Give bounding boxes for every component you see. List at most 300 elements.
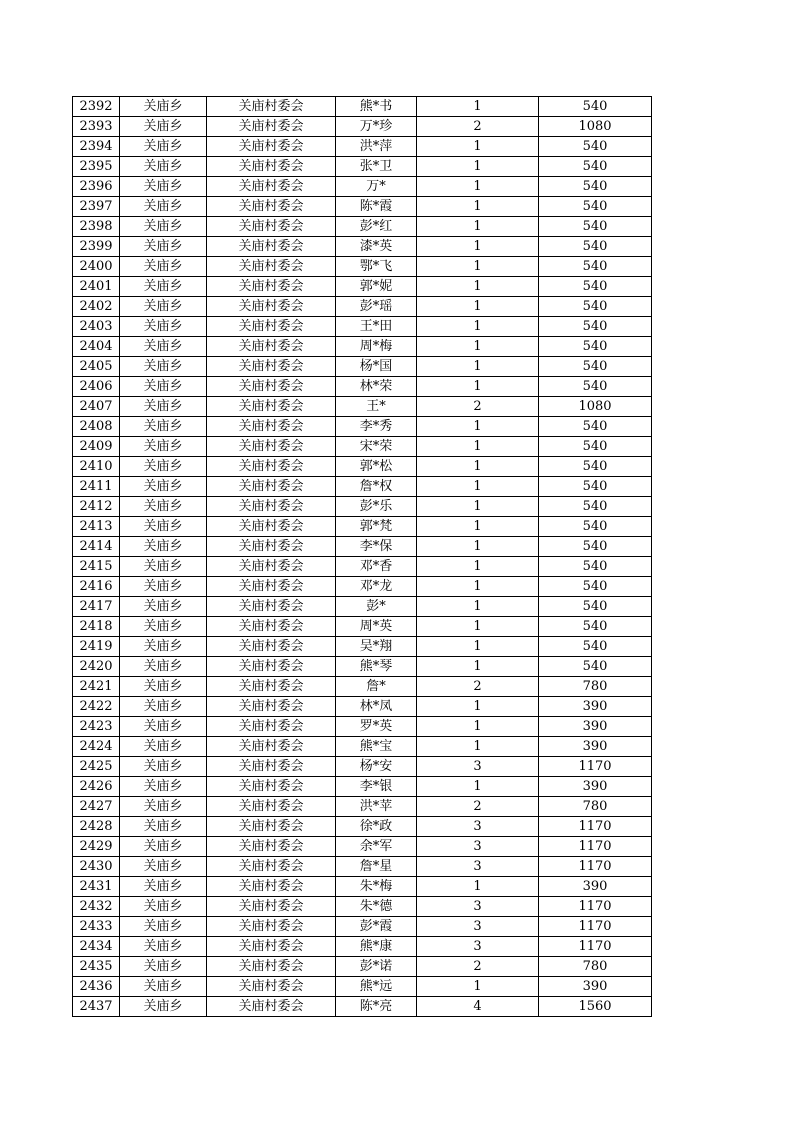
- table-row: [73, 437, 652, 457]
- table-row: [73, 997, 652, 1017]
- person-count-cell: 3: [417, 897, 539, 917]
- village-committee-cell: 关庙村委会: [207, 217, 336, 237]
- township-cell: 关庙乡: [120, 457, 207, 477]
- row-number-cell: 2400: [73, 257, 120, 277]
- row-number-cell: 2394: [73, 137, 120, 157]
- township-cell: 关庙乡: [120, 277, 207, 297]
- township-cell: 关庙乡: [120, 897, 207, 917]
- person-count-cell: 1: [417, 137, 539, 157]
- table-row: [73, 877, 652, 897]
- name-cell: 王*: [336, 397, 417, 417]
- person-count-cell: 3: [417, 857, 539, 877]
- township-cell: 关庙乡: [120, 637, 207, 657]
- township-cell: 关庙乡: [120, 397, 207, 417]
- table-row: [73, 497, 652, 517]
- name-cell: 彭*红: [336, 217, 417, 237]
- person-count-cell: 1: [417, 717, 539, 737]
- row-number-cell: 2415: [73, 557, 120, 577]
- table-row: [73, 757, 652, 777]
- amount-cell: 540: [539, 197, 652, 217]
- row-number-cell: 2399: [73, 237, 120, 257]
- amount-cell: 540: [539, 257, 652, 277]
- village-committee-cell: 关庙村委会: [207, 697, 336, 717]
- village-committee-cell: 关庙村委会: [207, 257, 336, 277]
- village-committee-cell: 关庙村委会: [207, 317, 336, 337]
- row-number-cell: 2393: [73, 117, 120, 137]
- village-committee-cell: 关庙村委会: [207, 157, 336, 177]
- village-committee-cell: 关庙村委会: [207, 737, 336, 757]
- township-cell: 关庙乡: [120, 797, 207, 817]
- person-count-cell: 3: [417, 917, 539, 937]
- table-row: [73, 217, 652, 237]
- village-committee-cell: 关庙村委会: [207, 197, 336, 217]
- row-number-cell: 2428: [73, 817, 120, 837]
- name-cell: 王*田: [336, 317, 417, 337]
- amount-cell: 540: [539, 217, 652, 237]
- amount-cell: 780: [539, 957, 652, 977]
- row-number-cell: 2402: [73, 297, 120, 317]
- person-count-cell: 2: [417, 397, 539, 417]
- row-number-cell: 2395: [73, 157, 120, 177]
- village-committee-cell: 关庙村委会: [207, 577, 336, 597]
- amount-cell: 540: [539, 417, 652, 437]
- person-count-cell: 1: [417, 617, 539, 637]
- village-committee-cell: 关庙村委会: [207, 797, 336, 817]
- amount-cell: 540: [539, 157, 652, 177]
- village-committee-cell: 关庙村委会: [207, 517, 336, 537]
- row-number-cell: 2420: [73, 657, 120, 677]
- person-count-cell: 2: [417, 957, 539, 977]
- amount-cell: 540: [539, 477, 652, 497]
- name-cell: 杨*安: [336, 757, 417, 777]
- table-row: [73, 777, 652, 797]
- row-number-cell: 2403: [73, 317, 120, 337]
- table-row: [73, 97, 652, 117]
- township-cell: 关庙乡: [120, 337, 207, 357]
- township-cell: 关庙乡: [120, 357, 207, 377]
- person-count-cell: 1: [417, 457, 539, 477]
- table-row: [73, 797, 652, 817]
- amount-cell: 390: [539, 977, 652, 997]
- table-row: [73, 177, 652, 197]
- village-committee-cell: 关庙村委会: [207, 557, 336, 577]
- township-cell: 关庙乡: [120, 497, 207, 517]
- row-number-cell: 2401: [73, 277, 120, 297]
- name-cell: 熊*琴: [336, 657, 417, 677]
- table-row: [73, 157, 652, 177]
- village-committee-cell: 关庙村委会: [207, 637, 336, 657]
- amount-cell: 540: [539, 97, 652, 117]
- township-cell: 关庙乡: [120, 177, 207, 197]
- person-count-cell: 3: [417, 757, 539, 777]
- row-number-cell: 2422: [73, 697, 120, 717]
- township-cell: 关庙乡: [120, 977, 207, 997]
- person-count-cell: 1: [417, 557, 539, 577]
- row-number-cell: 2407: [73, 397, 120, 417]
- amount-cell: 540: [539, 517, 652, 537]
- row-number-cell: 2416: [73, 577, 120, 597]
- amount-cell: 390: [539, 737, 652, 757]
- township-cell: 关庙乡: [120, 577, 207, 597]
- table-row: [73, 957, 652, 977]
- person-count-cell: 1: [417, 277, 539, 297]
- township-cell: 关庙乡: [120, 657, 207, 677]
- row-number-cell: 2417: [73, 597, 120, 617]
- row-number-cell: 2411: [73, 477, 120, 497]
- person-count-cell: 1: [417, 317, 539, 337]
- row-number-cell: 2426: [73, 777, 120, 797]
- row-number-cell: 2408: [73, 417, 120, 437]
- name-cell: 彭*瑶: [336, 297, 417, 317]
- township-cell: 关庙乡: [120, 137, 207, 157]
- table-row: [73, 597, 652, 617]
- person-count-cell: 3: [417, 937, 539, 957]
- village-committee-cell: 关庙村委会: [207, 177, 336, 197]
- table-row: [73, 197, 652, 217]
- person-count-cell: 1: [417, 157, 539, 177]
- person-count-cell: 1: [417, 337, 539, 357]
- village-committee-cell: 关庙村委会: [207, 597, 336, 617]
- person-count-cell: 2: [417, 797, 539, 817]
- name-cell: 吴*翔: [336, 637, 417, 657]
- row-number-cell: 2433: [73, 917, 120, 937]
- village-committee-cell: 关庙村委会: [207, 357, 336, 377]
- township-cell: 关庙乡: [120, 257, 207, 277]
- amount-cell: 540: [539, 277, 652, 297]
- township-cell: 关庙乡: [120, 777, 207, 797]
- name-cell: 彭*乐: [336, 497, 417, 517]
- amount-cell: 540: [539, 137, 652, 157]
- row-number-cell: 2392: [73, 97, 120, 117]
- person-count-cell: 1: [417, 197, 539, 217]
- village-committee-cell: 关庙村委会: [207, 237, 336, 257]
- person-count-cell: 1: [417, 877, 539, 897]
- village-committee-cell: 关庙村委会: [207, 117, 336, 137]
- name-cell: 詹*权: [336, 477, 417, 497]
- name-cell: 洪*苹: [336, 797, 417, 817]
- table-row: [73, 277, 652, 297]
- person-count-cell: 2: [417, 117, 539, 137]
- row-number-cell: 2396: [73, 177, 120, 197]
- row-number-cell: 2398: [73, 217, 120, 237]
- township-cell: 关庙乡: [120, 857, 207, 877]
- person-count-cell: 1: [417, 737, 539, 757]
- amount-cell: 540: [539, 457, 652, 477]
- township-cell: 关庙乡: [120, 437, 207, 457]
- table-row: [73, 617, 652, 637]
- person-count-cell: 3: [417, 817, 539, 837]
- village-committee-cell: 关庙村委会: [207, 777, 336, 797]
- name-cell: 洪*萍: [336, 137, 417, 157]
- row-number-cell: 2413: [73, 517, 120, 537]
- village-committee-cell: 关庙村委会: [207, 677, 336, 697]
- row-number-cell: 2431: [73, 877, 120, 897]
- row-number-cell: 2406: [73, 377, 120, 397]
- table-row: [73, 577, 652, 597]
- township-cell: 关庙乡: [120, 517, 207, 537]
- village-committee-cell: 关庙村委会: [207, 817, 336, 837]
- village-committee-cell: 关庙村委会: [207, 997, 336, 1017]
- person-count-cell: 1: [417, 777, 539, 797]
- table-row: [73, 517, 652, 537]
- roster-table-body: [73, 97, 652, 1017]
- village-committee-cell: 关庙村委会: [207, 877, 336, 897]
- person-count-cell: 1: [417, 377, 539, 397]
- person-count-cell: 3: [417, 837, 539, 857]
- amount-cell: 540: [539, 317, 652, 337]
- village-committee-cell: 关庙村委会: [207, 657, 336, 677]
- name-cell: 朱*德: [336, 897, 417, 917]
- person-count-cell: 1: [417, 97, 539, 117]
- row-number-cell: 2405: [73, 357, 120, 377]
- name-cell: 邓*香: [336, 557, 417, 577]
- township-cell: 关庙乡: [120, 757, 207, 777]
- name-cell: 彭*: [336, 597, 417, 617]
- amount-cell: 540: [539, 597, 652, 617]
- village-committee-cell: 关庙村委会: [207, 497, 336, 517]
- township-cell: 关庙乡: [120, 377, 207, 397]
- roster-table: [72, 96, 652, 1017]
- township-cell: 关庙乡: [120, 837, 207, 857]
- row-number-cell: 2435: [73, 957, 120, 977]
- township-cell: 关庙乡: [120, 877, 207, 897]
- row-number-cell: 2421: [73, 677, 120, 697]
- person-count-cell: 1: [417, 357, 539, 377]
- table-row: [73, 397, 652, 417]
- name-cell: 郭*妮: [336, 277, 417, 297]
- person-count-cell: 1: [417, 417, 539, 437]
- person-count-cell: 1: [417, 257, 539, 277]
- row-number-cell: 2423: [73, 717, 120, 737]
- village-committee-cell: 关庙村委会: [207, 917, 336, 937]
- name-cell: 杨*国: [336, 357, 417, 377]
- amount-cell: 540: [539, 437, 652, 457]
- name-cell: 李*秀: [336, 417, 417, 437]
- table-row: [73, 137, 652, 157]
- name-cell: 郭*梵: [336, 517, 417, 537]
- table-row: [73, 697, 652, 717]
- name-cell: 林*凤: [336, 697, 417, 717]
- person-count-cell: 1: [417, 297, 539, 317]
- township-cell: 关庙乡: [120, 677, 207, 697]
- village-committee-cell: 关庙村委会: [207, 977, 336, 997]
- village-committee-cell: 关庙村委会: [207, 717, 336, 737]
- table-row: [73, 717, 652, 737]
- amount-cell: 1170: [539, 837, 652, 857]
- name-cell: 熊*宝: [336, 737, 417, 757]
- amount-cell: 540: [539, 617, 652, 637]
- township-cell: 关庙乡: [120, 537, 207, 557]
- village-committee-cell: 关庙村委会: [207, 457, 336, 477]
- name-cell: 漆*英: [336, 237, 417, 257]
- row-number-cell: 2432: [73, 897, 120, 917]
- name-cell: 周*英: [336, 617, 417, 637]
- township-cell: 关庙乡: [120, 477, 207, 497]
- amount-cell: 780: [539, 677, 652, 697]
- table-row: [73, 637, 652, 657]
- township-cell: 关庙乡: [120, 697, 207, 717]
- village-committee-cell: 关庙村委会: [207, 337, 336, 357]
- township-cell: 关庙乡: [120, 317, 207, 337]
- township-cell: 关庙乡: [120, 917, 207, 937]
- table-row: [73, 417, 652, 437]
- name-cell: 鄂*飞: [336, 257, 417, 277]
- person-count-cell: 1: [417, 657, 539, 677]
- township-cell: 关庙乡: [120, 817, 207, 837]
- village-committee-cell: 关庙村委会: [207, 417, 336, 437]
- name-cell: 张*卫: [336, 157, 417, 177]
- village-committee-cell: 关庙村委会: [207, 397, 336, 417]
- amount-cell: 540: [539, 537, 652, 557]
- amount-cell: 780: [539, 797, 652, 817]
- amount-cell: 540: [539, 237, 652, 257]
- table-row: [73, 817, 652, 837]
- village-committee-cell: 关庙村委会: [207, 937, 336, 957]
- row-number-cell: 2434: [73, 937, 120, 957]
- table-row: [73, 297, 652, 317]
- table-row: [73, 657, 652, 677]
- name-cell: 熊*远: [336, 977, 417, 997]
- row-number-cell: 2409: [73, 437, 120, 457]
- row-number-cell: 2419: [73, 637, 120, 657]
- name-cell: 宋*荣: [336, 437, 417, 457]
- name-cell: 李*保: [336, 537, 417, 557]
- person-count-cell: 1: [417, 477, 539, 497]
- township-cell: 关庙乡: [120, 217, 207, 237]
- person-count-cell: 1: [417, 977, 539, 997]
- name-cell: 熊*康: [336, 937, 417, 957]
- township-cell: 关庙乡: [120, 417, 207, 437]
- row-number-cell: 2410: [73, 457, 120, 477]
- township-cell: 关庙乡: [120, 597, 207, 617]
- village-committee-cell: 关庙村委会: [207, 97, 336, 117]
- amount-cell: 1170: [539, 757, 652, 777]
- person-count-cell: 2: [417, 677, 539, 697]
- amount-cell: 540: [539, 657, 652, 677]
- amount-cell: 540: [539, 337, 652, 357]
- table-row: [73, 317, 652, 337]
- table-row: [73, 677, 652, 697]
- amount-cell: 1170: [539, 917, 652, 937]
- amount-cell: 1560: [539, 997, 652, 1017]
- amount-cell: 1080: [539, 117, 652, 137]
- row-number-cell: 2404: [73, 337, 120, 357]
- village-committee-cell: 关庙村委会: [207, 437, 336, 457]
- village-committee-cell: 关庙村委会: [207, 297, 336, 317]
- amount-cell: 540: [539, 637, 652, 657]
- amount-cell: 1170: [539, 937, 652, 957]
- row-number-cell: 2430: [73, 857, 120, 877]
- township-cell: 关庙乡: [120, 937, 207, 957]
- person-count-cell: 1: [417, 577, 539, 597]
- township-cell: 关庙乡: [120, 557, 207, 577]
- township-cell: 关庙乡: [120, 237, 207, 257]
- name-cell: 万*珍: [336, 117, 417, 137]
- row-number-cell: 2424: [73, 737, 120, 757]
- table-row: [73, 837, 652, 857]
- person-count-cell: 1: [417, 537, 539, 557]
- amount-cell: 540: [539, 377, 652, 397]
- village-committee-cell: 关庙村委会: [207, 857, 336, 877]
- village-committee-cell: 关庙村委会: [207, 277, 336, 297]
- table-row: [73, 257, 652, 277]
- township-cell: 关庙乡: [120, 117, 207, 137]
- person-count-cell: 1: [417, 597, 539, 617]
- amount-cell: 540: [539, 297, 652, 317]
- name-cell: 罗*英: [336, 717, 417, 737]
- table-row: [73, 537, 652, 557]
- person-count-cell: 4: [417, 997, 539, 1017]
- township-cell: 关庙乡: [120, 197, 207, 217]
- township-cell: 关庙乡: [120, 957, 207, 977]
- name-cell: 徐*政: [336, 817, 417, 837]
- township-cell: 关庙乡: [120, 717, 207, 737]
- village-committee-cell: 关庙村委会: [207, 957, 336, 977]
- village-committee-cell: 关庙村委会: [207, 757, 336, 777]
- amount-cell: 1170: [539, 897, 652, 917]
- township-cell: 关庙乡: [120, 617, 207, 637]
- amount-cell: 540: [539, 577, 652, 597]
- name-cell: 林*荣: [336, 377, 417, 397]
- person-count-cell: 1: [417, 217, 539, 237]
- amount-cell: 390: [539, 777, 652, 797]
- table-row: [73, 337, 652, 357]
- row-number-cell: 2437: [73, 997, 120, 1017]
- table-row: [73, 117, 652, 137]
- person-count-cell: 1: [417, 437, 539, 457]
- village-committee-cell: 关庙村委会: [207, 617, 336, 637]
- person-count-cell: 1: [417, 237, 539, 257]
- table-row: [73, 457, 652, 477]
- table-row: [73, 477, 652, 497]
- amount-cell: 1080: [539, 397, 652, 417]
- row-number-cell: 2427: [73, 797, 120, 817]
- name-cell: 陈*亮: [336, 997, 417, 1017]
- person-count-cell: 1: [417, 497, 539, 517]
- village-committee-cell: 关庙村委会: [207, 897, 336, 917]
- name-cell: 詹*: [336, 677, 417, 697]
- township-cell: 关庙乡: [120, 297, 207, 317]
- row-number-cell: 2436: [73, 977, 120, 997]
- table-row: [73, 857, 652, 877]
- person-count-cell: 1: [417, 177, 539, 197]
- amount-cell: 540: [539, 557, 652, 577]
- table-row: [73, 937, 652, 957]
- table-row: [73, 897, 652, 917]
- village-committee-cell: 关庙村委会: [207, 137, 336, 157]
- person-count-cell: 1: [417, 517, 539, 537]
- name-cell: 周*梅: [336, 337, 417, 357]
- amount-cell: 390: [539, 877, 652, 897]
- row-number-cell: 2425: [73, 757, 120, 777]
- amount-cell: 540: [539, 497, 652, 517]
- row-number-cell: 2397: [73, 197, 120, 217]
- row-number-cell: 2412: [73, 497, 120, 517]
- table-row: [73, 557, 652, 577]
- village-committee-cell: 关庙村委会: [207, 837, 336, 857]
- name-cell: 彭*诺: [336, 957, 417, 977]
- township-cell: 关庙乡: [120, 97, 207, 117]
- table-row: [73, 357, 652, 377]
- amount-cell: 390: [539, 717, 652, 737]
- name-cell: 陈*霞: [336, 197, 417, 217]
- table-row: [73, 977, 652, 997]
- name-cell: 余*军: [336, 837, 417, 857]
- name-cell: 万*: [336, 177, 417, 197]
- person-count-cell: 1: [417, 697, 539, 717]
- row-number-cell: 2414: [73, 537, 120, 557]
- township-cell: 关庙乡: [120, 997, 207, 1017]
